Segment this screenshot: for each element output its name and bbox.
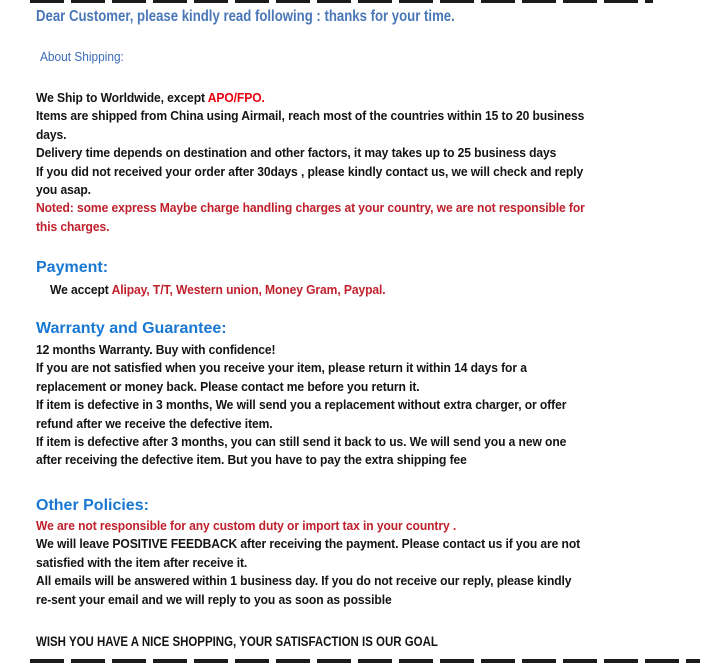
warranty-line: If item is defective in 3 months, We will send you a replacement without extra charger, or offer bbox=[36, 397, 567, 413]
payment-prefix-text: We accept bbox=[50, 282, 112, 297]
closing-wish-line: WISH YOU HAVE A NICE SHOPPING, YOUR SATISFACTION IS OUR GOAL bbox=[36, 634, 438, 649]
payment-paragraph bbox=[50, 281, 386, 299]
policies-line: satisfied with the item after receive it. bbox=[36, 554, 248, 570]
clipped-text-row-top bbox=[30, 0, 653, 3]
page-title: Dear Customer, please kindly read following : thanks for your time. bbox=[36, 8, 455, 25]
warranty-heading: Warranty and Guarantee: bbox=[36, 320, 227, 337]
payment-methods-highlight: Alipay, T/T, Western union, Money Gram, Paypal. bbox=[111, 282, 386, 297]
policies-paragraph bbox=[36, 517, 580, 609]
policies-custom-duty-line: We are not responsible for any custom duty or import tax in your country . bbox=[36, 518, 457, 533]
warranty-line: If you are not satisfied when you receive your item, please return it within 14 days for a bbox=[36, 360, 527, 376]
warranty-paragraph bbox=[36, 341, 566, 470]
warranty-line: after receiving the defective item. But you have to pay the extra shipping fee bbox=[36, 452, 467, 468]
clipped-text-row-bottom bbox=[30, 659, 700, 663]
shipping-noted-line: Noted: some express Maybe charge handling charges at your country, we are not responsible for bbox=[36, 200, 585, 216]
apo-fpo-highlight: APO/FPO. bbox=[207, 90, 265, 105]
shipping-noted-line: this charges. bbox=[36, 218, 110, 234]
payment-heading: Payment: bbox=[36, 259, 109, 276]
shipping-worldwide-text: We Ship to Worldwide, except bbox=[36, 90, 208, 105]
shipping-paragraph bbox=[36, 89, 585, 236]
shipping-line: Items are shipped from China using Airmail, reach most of the countries within 15 to 20 business bbox=[36, 108, 585, 124]
policies-line: re-sent your email and we will reply to you as soon as possible bbox=[36, 591, 392, 607]
policies-line: All emails will be answered within 1 business day. If you do not receive our reply, please kindly bbox=[36, 573, 572, 589]
shipping-line: If you did not received your order after 30days , please kindly contact us, we will check and reply bbox=[36, 163, 584, 179]
about-shipping-heading: About Shipping: bbox=[40, 50, 124, 64]
shipping-line: you asap. bbox=[36, 182, 91, 198]
policies-line: We will leave POSITIVE FEEDBACK after receiving the payment. Please contact us if you are not bbox=[36, 536, 581, 552]
shipping-line bbox=[36, 89, 585, 107]
shipping-line: days. bbox=[36, 126, 67, 142]
payment-line bbox=[50, 281, 386, 299]
shipping-line: Delivery time depends on destination and other factors, it may takes up to 25 business days bbox=[36, 145, 557, 161]
warranty-line: If item is defective after 3 months, you can still send it back to us. We will send you a new one bbox=[36, 434, 567, 450]
warranty-line: refund after we receive the defective item. bbox=[36, 415, 273, 431]
other-policies-heading: Other Policies: bbox=[36, 497, 149, 514]
warranty-line: replacement or money back. Please contact me before you return it. bbox=[36, 378, 420, 394]
warranty-line: 12 months Warranty. Buy with confidence! bbox=[36, 342, 276, 357]
